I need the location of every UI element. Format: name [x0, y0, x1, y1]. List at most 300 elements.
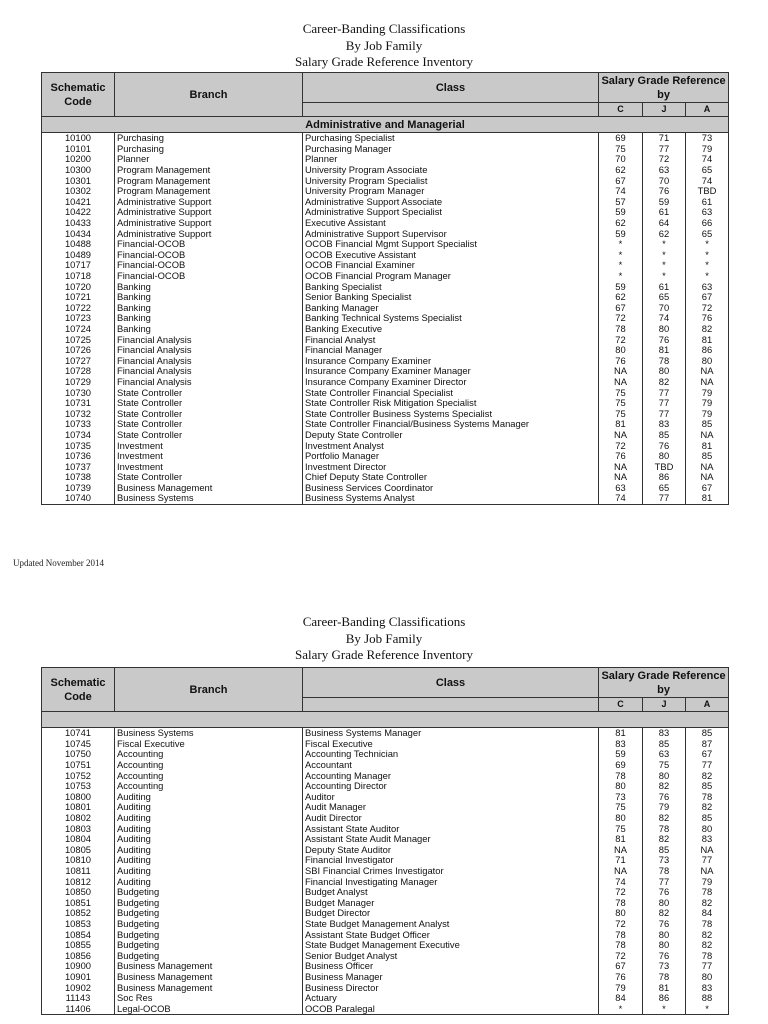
- grade-j: 74: [643, 313, 686, 324]
- class-cell: Purchasing Specialist: [303, 133, 599, 144]
- class-cell: Administrative Support Specialist: [303, 207, 599, 218]
- grade-a: NA: [686, 472, 729, 483]
- grade-j: 72: [643, 154, 686, 165]
- class-cell: Banking Manager: [303, 303, 599, 314]
- grade-j: 77: [643, 493, 686, 504]
- branch-cell: Business Systems: [115, 493, 303, 504]
- schematic-code: 10721: [42, 292, 115, 303]
- grade-a: 67: [686, 749, 729, 760]
- schematic-code: 10200: [42, 154, 115, 165]
- grade-a: *: [686, 1003, 729, 1014]
- class-cell: Assistant State Auditor: [303, 823, 599, 834]
- schematic-code: 10812: [42, 876, 115, 887]
- grade-c: 62: [599, 218, 643, 229]
- grade-c: NA: [599, 472, 643, 483]
- title-line-1: Career-Banding Classifications: [302, 614, 466, 629]
- class-cell: Insurance Company Examiner Manager: [303, 366, 599, 377]
- branch-cell: State Controller: [115, 430, 303, 441]
- table-row: [42, 271, 729, 282]
- table-row: [42, 430, 729, 441]
- grade-j: 76: [643, 950, 686, 961]
- grade-a: NA: [686, 866, 729, 877]
- grade-a: 72: [686, 303, 729, 314]
- grade-c: 63: [599, 483, 643, 494]
- grade-a: NA: [686, 366, 729, 377]
- grade-c: 80: [599, 908, 643, 919]
- table-row: [42, 792, 729, 803]
- class-cell: Financial Investigating Manager: [303, 876, 599, 887]
- class-cell: Investment Director: [303, 461, 599, 472]
- grade-c: 75: [599, 398, 643, 409]
- grade-c: NA: [599, 377, 643, 388]
- schematic-code: 10488: [42, 239, 115, 250]
- grade-j: 82: [643, 377, 686, 388]
- grade-j: 86: [643, 993, 686, 1004]
- grade-c: 78: [599, 770, 643, 781]
- grade-a: 81: [686, 493, 729, 504]
- table-row: [42, 887, 729, 898]
- grade-j: 78: [643, 823, 686, 834]
- table-row: [42, 993, 729, 1004]
- table-row: [42, 324, 729, 335]
- schematic-code: 10736: [42, 451, 115, 462]
- grade-j: 79: [643, 802, 686, 813]
- table-row: [42, 387, 729, 398]
- table-row: [42, 334, 729, 345]
- col-header-salary: Salary Grade Reference by: [599, 668, 729, 698]
- salary-grade-table-2: [41, 667, 729, 1015]
- table-row: [42, 451, 729, 462]
- class-cell: Audit Director: [303, 813, 599, 824]
- grade-a: 73: [686, 133, 729, 144]
- table-row: [42, 866, 729, 877]
- branch-cell: Budgeting: [115, 919, 303, 930]
- grade-a: 82: [686, 802, 729, 813]
- table-row: [42, 898, 729, 909]
- grade-a: 67: [686, 483, 729, 494]
- schematic-code: 10753: [42, 781, 115, 792]
- schematic-code: 10726: [42, 345, 115, 356]
- table-row: [42, 461, 729, 472]
- schematic-code: 10902: [42, 982, 115, 993]
- grade-a: 88: [686, 993, 729, 1004]
- grade-c: 72: [599, 950, 643, 961]
- grade-a: 84: [686, 908, 729, 919]
- branch-cell: Soc Res: [115, 993, 303, 1004]
- grade-a: 82: [686, 770, 729, 781]
- table-row: [42, 739, 729, 750]
- grade-j: 80: [643, 451, 686, 462]
- grade-a: 83: [686, 982, 729, 993]
- grade-j: 73: [643, 961, 686, 972]
- table-row: [42, 972, 729, 983]
- table-row: [42, 207, 729, 218]
- grade-j: 85: [643, 845, 686, 856]
- grade-a: 85: [686, 419, 729, 430]
- grade-c: 69: [599, 760, 643, 771]
- class-cell: Senior Banking Specialist: [303, 292, 599, 303]
- grade-c: 74: [599, 876, 643, 887]
- grade-j: 61: [643, 207, 686, 218]
- table-row: [42, 813, 729, 824]
- grade-j: 70: [643, 175, 686, 186]
- grade-c: 80: [599, 781, 643, 792]
- table-row: [42, 239, 729, 250]
- grade-c: NA: [599, 366, 643, 377]
- col-header-c: C: [599, 698, 643, 712]
- table-row: [42, 292, 729, 303]
- branch-cell: Accounting: [115, 749, 303, 760]
- col-header-branch: Branch: [115, 668, 303, 712]
- schematic-code: 10739: [42, 483, 115, 494]
- table-row: [42, 345, 729, 356]
- grade-c: *: [599, 250, 643, 261]
- schematic-code: 10752: [42, 770, 115, 781]
- branch-cell: Budgeting: [115, 950, 303, 961]
- grade-j: 59: [643, 197, 686, 208]
- branch-cell: Financial Analysis: [115, 334, 303, 345]
- schematic-code: 10725: [42, 334, 115, 345]
- grade-a: *: [686, 271, 729, 282]
- class-cell: Administrative Support Associate: [303, 197, 599, 208]
- title-line-2: By Job Family: [345, 630, 423, 646]
- table-row: [42, 218, 729, 229]
- table-row: [42, 1003, 729, 1014]
- grade-a: 86: [686, 345, 729, 356]
- branch-cell: Financial-OCOB: [115, 239, 303, 250]
- schematic-code: 10741: [42, 728, 115, 739]
- grade-j: 76: [643, 186, 686, 197]
- branch-cell: Legal-OCOB: [115, 1003, 303, 1014]
- grade-j: 80: [643, 770, 686, 781]
- grade-c: 59: [599, 281, 643, 292]
- grade-c: 81: [599, 728, 643, 739]
- schematic-code: 10733: [42, 419, 115, 430]
- class-cell: Business Services Coordinator: [303, 483, 599, 494]
- class-cell: Executive Assistant: [303, 218, 599, 229]
- grade-a: TBD: [686, 186, 729, 197]
- grade-j: 77: [643, 387, 686, 398]
- col-header-a: A: [686, 103, 729, 117]
- grade-a: 66: [686, 218, 729, 229]
- grade-a: 85: [686, 813, 729, 824]
- class-cell: State Controller Financial/Business Systems Manager: [303, 419, 599, 430]
- grade-j: 80: [643, 324, 686, 335]
- grade-c: NA: [599, 866, 643, 877]
- grade-c: 72: [599, 334, 643, 345]
- col-header-c: C: [599, 103, 643, 117]
- updated-note: Updated November 2014: [13, 558, 104, 568]
- class-cell: SBI Financial Crimes Investigator: [303, 866, 599, 877]
- grade-a: 67: [686, 292, 729, 303]
- table-row: [42, 845, 729, 856]
- grade-c: 75: [599, 823, 643, 834]
- schematic-code: 10434: [42, 228, 115, 239]
- grade-c: 69: [599, 133, 643, 144]
- table-row: [42, 366, 729, 377]
- schematic-code: 10433: [42, 218, 115, 229]
- grade-a: 82: [686, 898, 729, 909]
- grade-a: 74: [686, 154, 729, 165]
- grade-c: 62: [599, 165, 643, 176]
- grade-j: 78: [643, 355, 686, 366]
- branch-cell: Program Management: [115, 165, 303, 176]
- class-cell: Purchasing Manager: [303, 144, 599, 155]
- title-line-1: Career-Banding Classifications: [302, 21, 466, 36]
- grade-a: NA: [686, 430, 729, 441]
- grade-a: 82: [686, 929, 729, 940]
- branch-cell: Financial-OCOB: [115, 271, 303, 282]
- branch-cell: Business Systems: [115, 728, 303, 739]
- col-header-code: Schematic Code: [42, 668, 115, 712]
- grade-c: 57: [599, 197, 643, 208]
- branch-cell: Investment: [115, 461, 303, 472]
- schematic-code: 10300: [42, 165, 115, 176]
- grade-a: 65: [686, 228, 729, 239]
- table-row: [42, 855, 729, 866]
- grade-j: 73: [643, 855, 686, 866]
- branch-cell: State Controller: [115, 387, 303, 398]
- branch-cell: Budgeting: [115, 929, 303, 940]
- branch-cell: State Controller: [115, 398, 303, 409]
- grade-a: 80: [686, 823, 729, 834]
- class-cell: Insurance Company Examiner Director: [303, 377, 599, 388]
- branch-cell: Accounting: [115, 760, 303, 771]
- grade-c: 75: [599, 408, 643, 419]
- class-cell: OCOB Financial Program Manager: [303, 271, 599, 282]
- col-header-class-blank: [303, 698, 599, 712]
- grade-c: 70: [599, 154, 643, 165]
- grade-c: *: [599, 239, 643, 250]
- class-cell: Audit Manager: [303, 802, 599, 813]
- schematic-code: 10723: [42, 313, 115, 324]
- grade-j: *: [643, 260, 686, 271]
- class-cell: Budget Director: [303, 908, 599, 919]
- grade-j: 76: [643, 887, 686, 898]
- class-cell: Planner: [303, 154, 599, 165]
- grade-a: 79: [686, 408, 729, 419]
- schematic-code: 10801: [42, 802, 115, 813]
- grade-a: 78: [686, 792, 729, 803]
- col-header-salary: Salary Grade Reference by: [599, 73, 729, 103]
- class-cell: State Controller Financial Specialist: [303, 387, 599, 398]
- col-header-branch: Branch: [115, 73, 303, 117]
- grade-a: NA: [686, 461, 729, 472]
- class-cell: Accounting Technician: [303, 749, 599, 760]
- class-cell: University Program Manager: [303, 186, 599, 197]
- branch-cell: Accounting: [115, 770, 303, 781]
- schematic-code: 10750: [42, 749, 115, 760]
- class-cell: Senior Budget Analyst: [303, 950, 599, 961]
- grade-j: 70: [643, 303, 686, 314]
- class-cell: Business Director: [303, 982, 599, 993]
- table-row: [42, 728, 729, 739]
- grade-a: 79: [686, 387, 729, 398]
- schematic-code: 10421: [42, 197, 115, 208]
- schematic-code: 10717: [42, 260, 115, 271]
- branch-cell: Banking: [115, 313, 303, 324]
- branch-cell: Investment: [115, 440, 303, 451]
- class-cell: Banking Executive: [303, 324, 599, 335]
- schematic-code: 10722: [42, 303, 115, 314]
- col-header-j: J: [643, 103, 686, 117]
- grade-j: 77: [643, 876, 686, 887]
- grade-j: 75: [643, 760, 686, 771]
- grade-a: *: [686, 250, 729, 261]
- grade-c: 78: [599, 898, 643, 909]
- class-cell: Budget Manager: [303, 898, 599, 909]
- schematic-code: 10811: [42, 866, 115, 877]
- schematic-code: 11143: [42, 993, 115, 1004]
- schematic-code: 10901: [42, 972, 115, 983]
- col-header-class: Class: [303, 668, 599, 698]
- grade-j: 65: [643, 292, 686, 303]
- col-header-class-blank: [303, 103, 599, 117]
- grade-j: *: [643, 1003, 686, 1014]
- grade-j: 64: [643, 218, 686, 229]
- grade-a: 63: [686, 281, 729, 292]
- branch-cell: Auditing: [115, 866, 303, 877]
- grade-c: 84: [599, 993, 643, 1004]
- branch-cell: Business Management: [115, 972, 303, 983]
- table-row: [42, 781, 729, 792]
- grade-j: 85: [643, 430, 686, 441]
- class-cell: Financial Manager: [303, 345, 599, 356]
- grade-a: 83: [686, 834, 729, 845]
- table-row: [42, 377, 729, 388]
- grade-j: 78: [643, 972, 686, 983]
- col-header-code: Schematic Code: [42, 73, 115, 117]
- class-cell: University Program Associate: [303, 165, 599, 176]
- branch-cell: Financial Analysis: [115, 355, 303, 366]
- class-cell: Financial Investigator: [303, 855, 599, 866]
- grade-j: 77: [643, 408, 686, 419]
- branch-cell: Auditing: [115, 845, 303, 856]
- branch-cell: State Controller: [115, 408, 303, 419]
- class-cell: Business Officer: [303, 961, 599, 972]
- branch-cell: Financial-OCOB: [115, 250, 303, 261]
- schematic-code: 10730: [42, 387, 115, 398]
- branch-cell: Financial Analysis: [115, 377, 303, 388]
- grade-c: 62: [599, 292, 643, 303]
- schematic-code: 10728: [42, 366, 115, 377]
- branch-cell: Financial Analysis: [115, 366, 303, 377]
- grade-c: 72: [599, 919, 643, 930]
- grade-j: 63: [643, 165, 686, 176]
- table-row: [42, 419, 729, 430]
- schematic-code: 10810: [42, 855, 115, 866]
- table-row: [42, 133, 729, 144]
- class-cell: Deputy State Controller: [303, 430, 599, 441]
- class-cell: Portfolio Manager: [303, 451, 599, 462]
- grade-c: *: [599, 271, 643, 282]
- section-header-blank: [42, 712, 729, 728]
- grade-j: 82: [643, 781, 686, 792]
- schematic-code: 10729: [42, 377, 115, 388]
- class-cell: Business Manager: [303, 972, 599, 983]
- grade-j: 76: [643, 440, 686, 451]
- class-cell: Accounting Manager: [303, 770, 599, 781]
- grade-a: 63: [686, 207, 729, 218]
- grade-c: 81: [599, 834, 643, 845]
- grade-c: 71: [599, 855, 643, 866]
- grade-c: 67: [599, 961, 643, 972]
- class-cell: State Controller Business Systems Specialist: [303, 408, 599, 419]
- grade-j: 85: [643, 739, 686, 750]
- branch-cell: Investment: [115, 451, 303, 462]
- schematic-code: 10720: [42, 281, 115, 292]
- col-header-j: J: [643, 698, 686, 712]
- grade-j: 80: [643, 898, 686, 909]
- schematic-code: 11406: [42, 1003, 115, 1014]
- table-row: [42, 770, 729, 781]
- grade-c: NA: [599, 461, 643, 472]
- title-line-3: Salary Grade Reference Inventory: [295, 54, 473, 69]
- table-row: [42, 908, 729, 919]
- branch-cell: State Controller: [115, 472, 303, 483]
- grade-a: *: [686, 239, 729, 250]
- branch-cell: Auditing: [115, 792, 303, 803]
- class-cell: Business Systems Manager: [303, 728, 599, 739]
- grade-j: 65: [643, 483, 686, 494]
- grade-c: 73: [599, 792, 643, 803]
- class-cell: OCOB Executive Assistant: [303, 250, 599, 261]
- branch-cell: Financial Analysis: [115, 345, 303, 356]
- grade-c: 76: [599, 972, 643, 983]
- class-cell: Chief Deputy State Controller: [303, 472, 599, 483]
- grade-j: 83: [643, 728, 686, 739]
- class-cell: Insurance Company Examiner: [303, 355, 599, 366]
- branch-cell: Accounting: [115, 781, 303, 792]
- class-cell: Auditor: [303, 792, 599, 803]
- grade-j: 76: [643, 919, 686, 930]
- schematic-code: 10900: [42, 961, 115, 972]
- table-row: [42, 440, 729, 451]
- grade-j: 81: [643, 345, 686, 356]
- table-row: [42, 186, 729, 197]
- branch-cell: Banking: [115, 281, 303, 292]
- schematic-code: 10856: [42, 950, 115, 961]
- table-row: [42, 929, 729, 940]
- grade-c: 59: [599, 749, 643, 760]
- branch-cell: Administrative Support: [115, 197, 303, 208]
- grade-j: 76: [643, 334, 686, 345]
- schematic-code: 10489: [42, 250, 115, 261]
- schematic-code: 10724: [42, 324, 115, 335]
- branch-cell: Auditing: [115, 823, 303, 834]
- grade-c: 74: [599, 186, 643, 197]
- grade-j: 80: [643, 366, 686, 377]
- grade-j: 86: [643, 472, 686, 483]
- grade-a: 79: [686, 398, 729, 409]
- grade-c: 78: [599, 929, 643, 940]
- branch-cell: Financial-OCOB: [115, 260, 303, 271]
- grade-a: 85: [686, 781, 729, 792]
- branch-cell: Business Management: [115, 982, 303, 993]
- branch-cell: Program Management: [115, 175, 303, 186]
- class-cell: State Budget Management Executive: [303, 940, 599, 951]
- schematic-code: 10735: [42, 440, 115, 451]
- table-row: [42, 154, 729, 165]
- branch-cell: Purchasing: [115, 133, 303, 144]
- grade-a: *: [686, 260, 729, 271]
- table-body-1: [42, 133, 729, 505]
- grade-j: 80: [643, 940, 686, 951]
- schematic-code: 10737: [42, 461, 115, 472]
- schematic-code: 10740: [42, 493, 115, 504]
- grade-c: *: [599, 260, 643, 271]
- schematic-code: 10101: [42, 144, 115, 155]
